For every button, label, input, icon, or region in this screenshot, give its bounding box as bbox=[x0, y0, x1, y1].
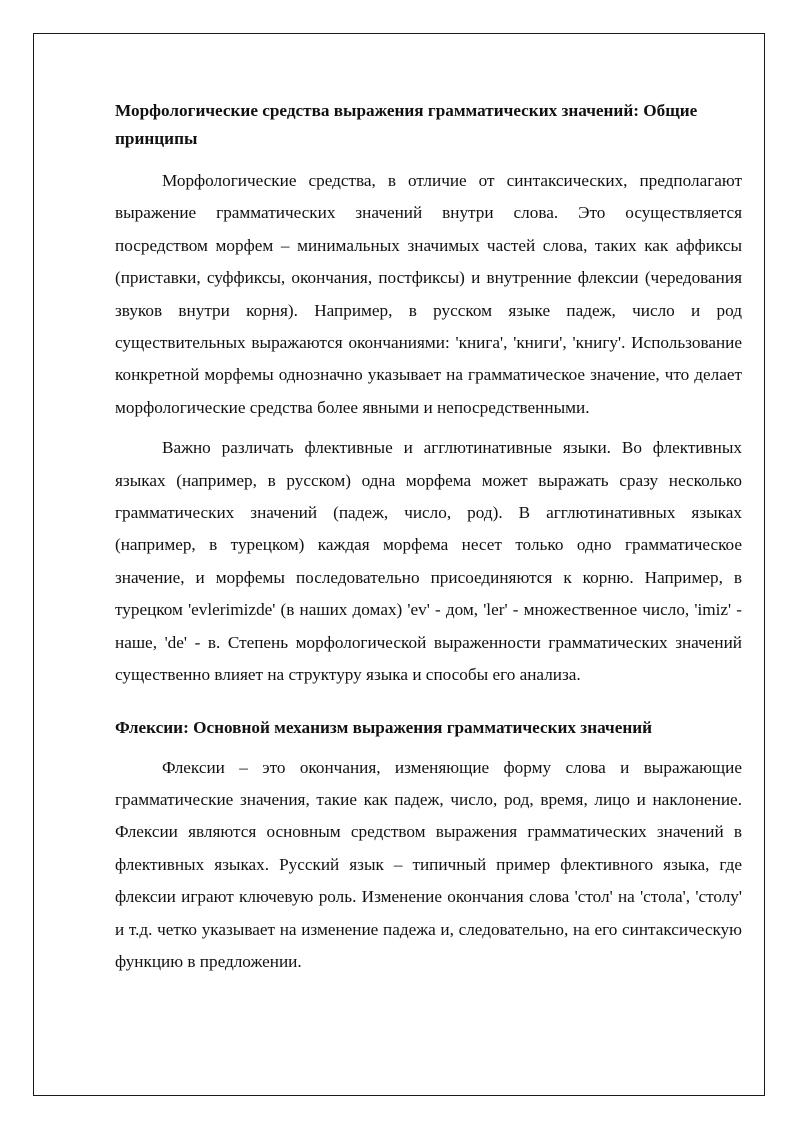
document-body bbox=[115, 97, 742, 986]
paragraph-flective-agglutinative: Важно различать флективные и агглютинативные языки. Во флективных языках (например, в русском) одна морфема может выражать сразу несколько грамматических значений (падеж, число, род). В агглютинативных языках (например, в турецком) каждая морфема несет только одно грамматическое значение, и морфемы последовательно присоединяются к корню. Например, в турецком 'evlerimizde' (в наших домах) 'ev' - дом, 'ler' - множественное число, 'imiz' - наше, 'de' - в. Степень морфологической выраженности грамматических значений существенно влияет на структуру языка и способы его анализа. bbox=[115, 438, 742, 685]
section-heading-morphological-means: Морфологические средства выражения грамматических значений: Общие принципы bbox=[115, 101, 698, 148]
section-heading-flexions: Флексии: Основной механизм выражения грамматических значений bbox=[115, 717, 653, 737]
paragraph-morphological-means-intro: Морфологические средства, в отличие от синтаксических, предполагают выражение грамматических значений внутри слова. Это осуществляется посредством морфем – минимальных значимых частей слова, таких как аффиксы (приставки, суффиксы, окончания, постфиксы) и внутренние флексии (чередования звуков внутри корня). Например, в русском языке падеж, число и род существительных выражаются окончаниями: 'книга', 'книги', 'книгу'. Использование конкретной морфемы однозначно указывает на грамматическое значение, что делает морфологические средства более явными и непосредственными. bbox=[115, 171, 742, 417]
paragraph-flexions-definition: Флексии – это окончания, изменяющие форму слова и выражающие грамматические значения, такие как падеж, число, род, время, лицо и наклонение. Флексии являются основным средством выражения грамматических значений в флективных языках. Русский язык – типичный пример флективного языка, где флексии играют ключевую роль. Изменение окончания слова 'стол' на 'стола', 'столу' и т.д. четко указывает на изменение падежа и, следовательно, на его синтаксическую функцию в предложении. bbox=[115, 757, 742, 971]
